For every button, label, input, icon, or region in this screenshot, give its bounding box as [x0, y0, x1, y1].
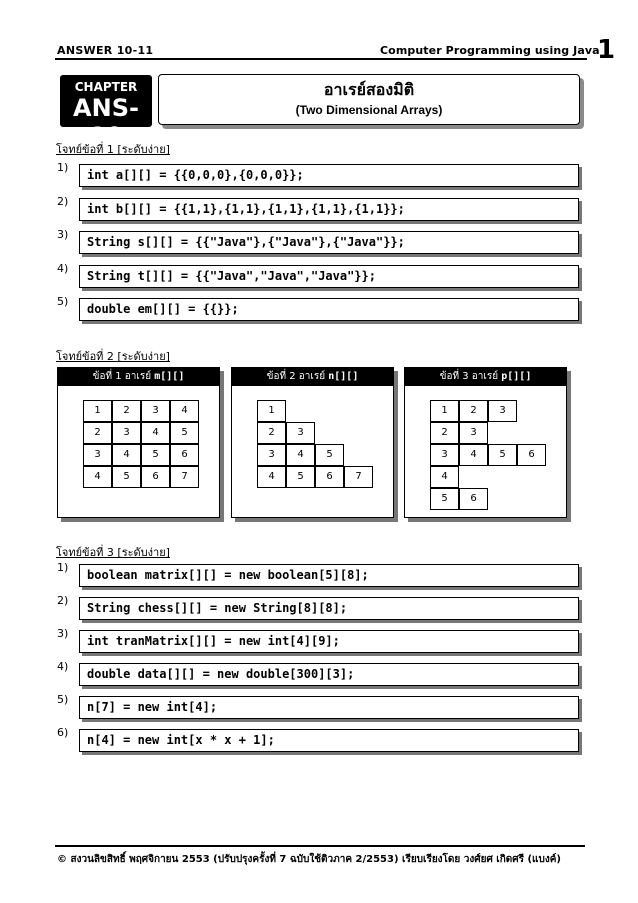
chapter-title-thai: อาเรย์สองมิติ [323, 80, 415, 99]
question-number: 2) [57, 194, 69, 208]
array-cell: 4 [141, 422, 170, 444]
code-answer-box: double data[][] = new double[300][3]; [79, 663, 579, 686]
code-answer-box: boolean matrix[][] = new boolean[5][8]; [79, 564, 579, 587]
array-panel [404, 367, 567, 518]
array-cell: 6 [170, 444, 199, 466]
array-cell: 4 [286, 444, 315, 466]
question-number: 2) [57, 594, 69, 607]
code-answer-box: String t[][] = {{"Java","Java","Java"}}; [79, 265, 579, 288]
array-panel [57, 367, 220, 518]
question-number: 5) [57, 295, 69, 308]
section1-heading: โจทย์ข้อที่ 1 [ระดับง่าย] [56, 143, 170, 156]
array-cell: 3 [112, 422, 141, 444]
question-number: 1) [57, 561, 69, 574]
array-cell: 3 [430, 444, 459, 466]
array-cell: 4 [257, 466, 286, 488]
array-cell: 3 [459, 422, 488, 444]
array-cell: 1 [430, 400, 459, 422]
section2-heading: โจทย์ข้อที่ 2 [ระดับง่าย] [56, 350, 170, 363]
array-cell: 6 [459, 488, 488, 510]
array-cell: 4 [430, 466, 459, 488]
array-cell: 6 [517, 444, 546, 466]
panel-title-bar [232, 368, 393, 386]
code-answer-box: String chess[][] = new String[8][8]; [79, 597, 579, 620]
panel-title-bar [405, 368, 566, 386]
question-number: 4) [57, 660, 69, 673]
array-cell: 4 [170, 400, 199, 422]
header-left-text: ANSWER 10-11 [57, 44, 154, 57]
chapter-label: CHAPTER [74, 80, 138, 94]
array-cell: 2 [459, 400, 488, 422]
array-cell: 5 [430, 488, 459, 510]
panel-title-label: ข้อที่ 2 อาเรย์ [266, 371, 329, 382]
code-answer-box: n[4] = new int[x * x + 1]; [79, 729, 579, 752]
chapter-title-english: (Two Dimensional Arrays) [295, 103, 443, 117]
array-cell: 1 [257, 400, 286, 422]
array-cell: 4 [459, 444, 488, 466]
array-cell: 6 [315, 466, 344, 488]
footer-divider [55, 845, 585, 847]
panel-array-name: p[][] [501, 371, 532, 382]
question-number: 6) [57, 726, 69, 739]
panel-title-label: ข้อที่ 3 อาเรย์ [439, 371, 502, 382]
page-number: 1 [596, 35, 616, 65]
array-cell: 7 [344, 466, 373, 488]
array-cell: 2 [112, 400, 141, 422]
panel-array-name: n[][] [328, 371, 359, 382]
code-answer-box: n[7] = new int[4]; [79, 696, 579, 719]
array-cell: 1 [83, 400, 112, 422]
array-cell: 5 [488, 444, 517, 466]
array-cell: 3 [141, 400, 170, 422]
array-cell: 4 [112, 444, 141, 466]
panel-array-name: m[][] [154, 371, 185, 382]
array-cell: 5 [141, 444, 170, 466]
array-cell: 3 [83, 444, 112, 466]
array-cell: 5 [170, 422, 199, 444]
array-cell: 3 [488, 400, 517, 422]
panel-title-bar [58, 368, 219, 386]
panel-title-label: ข้อที่ 1 อาเรย์ [92, 371, 155, 382]
question-number: 3) [57, 627, 69, 640]
question-number: 1) [57, 161, 69, 174]
header-right-text: Computer Programming using Java [380, 44, 600, 57]
array-cell: 4 [83, 466, 112, 488]
code-answer-box: int b[][] = {{1,1},{1,1},{1,1},{1,1},{1,1}}; [79, 198, 579, 221]
array-cell: 6 [141, 466, 170, 488]
array-cell: 7 [170, 466, 199, 488]
array-cell: 2 [430, 422, 459, 444]
array-panel [231, 367, 394, 518]
code-answer-box: int tranMatrix[][] = new int[4][9]; [79, 630, 579, 653]
array-cell: 2 [83, 422, 112, 444]
question-number: 3) [57, 228, 69, 241]
array-cell: 3 [257, 444, 286, 466]
question-number: 5) [57, 693, 69, 706]
code-answer-box: double em[][] = {{}}; [79, 298, 579, 321]
array-cell: 5 [315, 444, 344, 466]
chapter-id: ANS-10 [73, 94, 139, 150]
array-cell: 2 [257, 422, 286, 444]
header-divider [55, 58, 587, 60]
array-cell: 5 [112, 466, 141, 488]
question-number: 4) [57, 261, 69, 275]
section3-heading: โจทย์ข้อที่ 3 [ระดับง่าย] [56, 546, 170, 559]
code-answer-box: String s[][] = {{"Java"},{"Java"},{"Java"}}; [79, 231, 579, 254]
array-cell: 5 [286, 466, 315, 488]
code-answer-box: int a[][] = {{0,0,0},{0,0,0}}; [79, 164, 579, 187]
array-cell: 3 [286, 422, 315, 444]
footer-copyright: © สงวนลิขสิทธิ์ พฤศจิกายน 2553 (ปรับปรุงครั้งที่ 7 ฉบับใช้ติวภาค 2/2553) เรียบเรียงโดย วงศ์ยศ เกิดศรี (แบงค์) [57, 854, 561, 865]
